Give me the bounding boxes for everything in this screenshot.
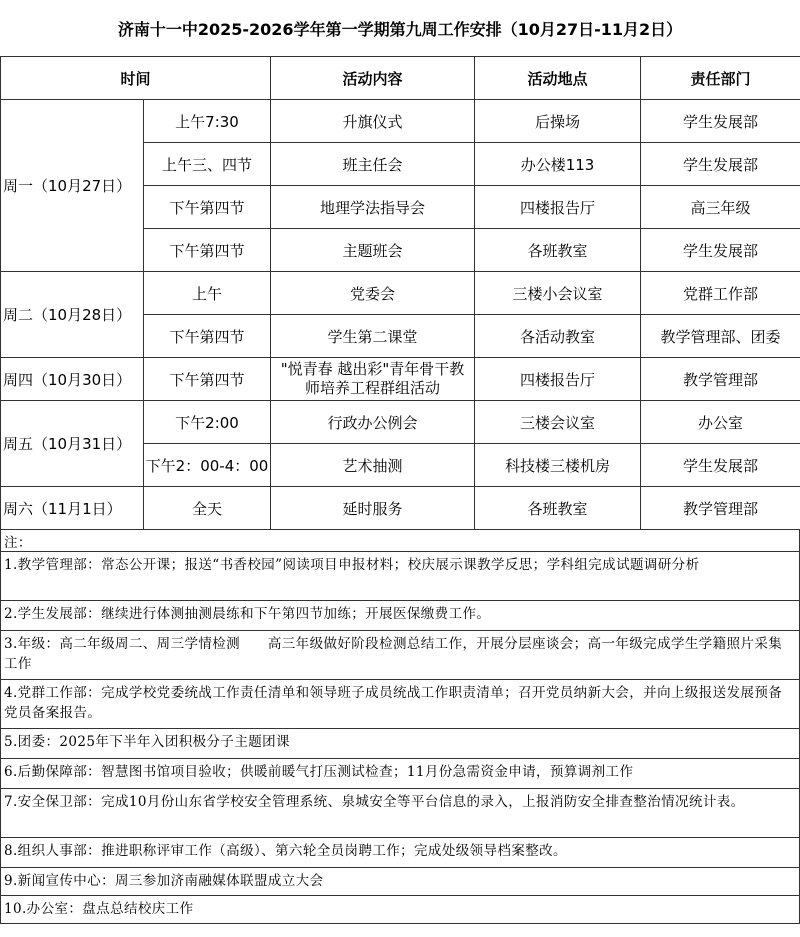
note-item: 9.新闻宣传中心：周三参加济南融媒体联盟成立大会 bbox=[0, 868, 800, 896]
day-cell: 周一（10月27日） bbox=[1, 100, 144, 272]
time-cell: 下午第四节 bbox=[144, 229, 271, 272]
day-cell: 周四（10月30日） bbox=[1, 358, 144, 401]
note-item: 5.团委：2025年下半年入团积极分子主题团课 bbox=[0, 729, 800, 759]
place-cell: 各班教室 bbox=[475, 229, 641, 272]
header-place: 活动地点 bbox=[475, 57, 641, 100]
time-cell: 全天 bbox=[144, 487, 271, 530]
dept-cell: 党群工作部 bbox=[641, 272, 800, 315]
day-cell: 周六（11月1日） bbox=[1, 487, 144, 530]
place-cell: 各活动教室 bbox=[475, 315, 641, 358]
place-cell: 科技楼三楼机房 bbox=[475, 444, 641, 487]
content-cell: 升旗仪式 bbox=[271, 100, 475, 143]
dept-cell: 高三年级 bbox=[641, 186, 800, 229]
schedule-table bbox=[0, 56, 800, 530]
table-row bbox=[1, 358, 800, 401]
content-cell: 艺术抽测 bbox=[271, 444, 475, 487]
header-time: 时间 bbox=[1, 57, 271, 100]
table-row bbox=[1, 401, 800, 444]
dept-cell: 学生发展部 bbox=[641, 143, 800, 186]
content-cell: 学生第二课堂 bbox=[271, 315, 475, 358]
place-cell: 三楼小会议室 bbox=[475, 272, 641, 315]
note-item: 6.后勤保障部：智慧图书馆项目验收；供暖前暖气打压测试检查；11月份急需资金申请，预算调剂工作 bbox=[0, 759, 800, 789]
content-cell: 主题班会 bbox=[271, 229, 475, 272]
content-cell: 地理学法指导会 bbox=[271, 186, 475, 229]
dept-cell: 办公室 bbox=[641, 401, 800, 444]
place-cell: 各班教室 bbox=[475, 487, 641, 530]
content-cell: 班主任会 bbox=[271, 143, 475, 186]
header-content: 活动内容 bbox=[271, 57, 475, 100]
time-cell: 下午2：00-4：00 bbox=[144, 444, 271, 487]
time-cell: 上午 bbox=[144, 272, 271, 315]
table-row bbox=[1, 487, 800, 530]
dept-cell: 教学管理部、团委 bbox=[641, 315, 800, 358]
place-cell: 四楼报告厅 bbox=[475, 186, 641, 229]
time-cell: 上午三、四节 bbox=[144, 143, 271, 186]
time-cell: 上午7:30 bbox=[144, 100, 271, 143]
content-line: "悦青春 越出彩"青年骨干教 bbox=[280, 360, 465, 378]
time-cell: 下午第四节 bbox=[144, 358, 271, 401]
notes-section bbox=[0, 530, 800, 924]
day-cell: 周五（10月31日） bbox=[1, 401, 144, 487]
time-cell: 下午第四节 bbox=[144, 186, 271, 229]
note-item: 7.安全保卫部：完成10月份山东省学校安全管理系统、泉城安全等平台信息的录入，上报消防安全排查整治情况统计表。 bbox=[0, 789, 800, 838]
time-cell: 下午第四节 bbox=[144, 315, 271, 358]
page-title: 济南十一中2025-2026学年第一学期第九周工作安排（10月27日-11月2日） bbox=[117, 20, 683, 39]
dept-cell: 学生发展部 bbox=[641, 100, 800, 143]
note-item: 1.教学管理部：常态公开课；报送“书香校园”阅读项目申报材料；校庆展示课教学反思；学科组完成试题调研分析 bbox=[0, 552, 800, 601]
content-cell bbox=[271, 358, 475, 401]
table-header-row bbox=[1, 57, 800, 100]
day-cell: 周二（10月28日） bbox=[1, 272, 144, 358]
note-item: 2.学生发展部：继续进行体测抽测晨练和下午第四节加练；开展医保缴费工作。 bbox=[0, 601, 800, 631]
content-line: 师培养工程群组活动 bbox=[305, 379, 441, 397]
dept-cell: 教学管理部 bbox=[641, 358, 800, 401]
dept-cell: 学生发展部 bbox=[641, 229, 800, 272]
place-cell: 后操场 bbox=[475, 100, 641, 143]
dept-cell: 教学管理部 bbox=[641, 487, 800, 530]
time-cell: 下午2:00 bbox=[144, 401, 271, 444]
place-cell: 办公楼113 bbox=[475, 143, 641, 186]
note-item: 4.党群工作部：完成学校党委统战工作责任清单和领导班子成员统战工作职责清单；召开党员纳新大会，并向上级报送发展预备党员备案报告。 bbox=[0, 680, 800, 729]
note-item: 8.组织人事部：推进职称评审工作（高级）、第六轮全员岗聘工作；完成处级领导档案整改。 bbox=[0, 838, 800, 868]
table-row bbox=[1, 272, 800, 315]
dept-cell: 学生发展部 bbox=[641, 444, 800, 487]
note-item: 10.办公室：盘点总结校庆工作 bbox=[0, 896, 800, 924]
content-cell: 延时服务 bbox=[271, 487, 475, 530]
content-cell: 行政办公例会 bbox=[271, 401, 475, 444]
header-dept: 责任部门 bbox=[641, 57, 800, 100]
place-cell: 三楼会议室 bbox=[475, 401, 641, 444]
place-cell: 四楼报告厅 bbox=[475, 358, 641, 401]
note-item: 3.年级：高二年级周二、周三学情检测 高三年级做好阶段检测总结工作，开展分层座谈会；高一年级完成学生学籍照片采集工作 bbox=[0, 631, 800, 680]
notes-label: 注： bbox=[0, 530, 800, 552]
content-cell: 党委会 bbox=[271, 272, 475, 315]
table-row bbox=[1, 100, 800, 143]
